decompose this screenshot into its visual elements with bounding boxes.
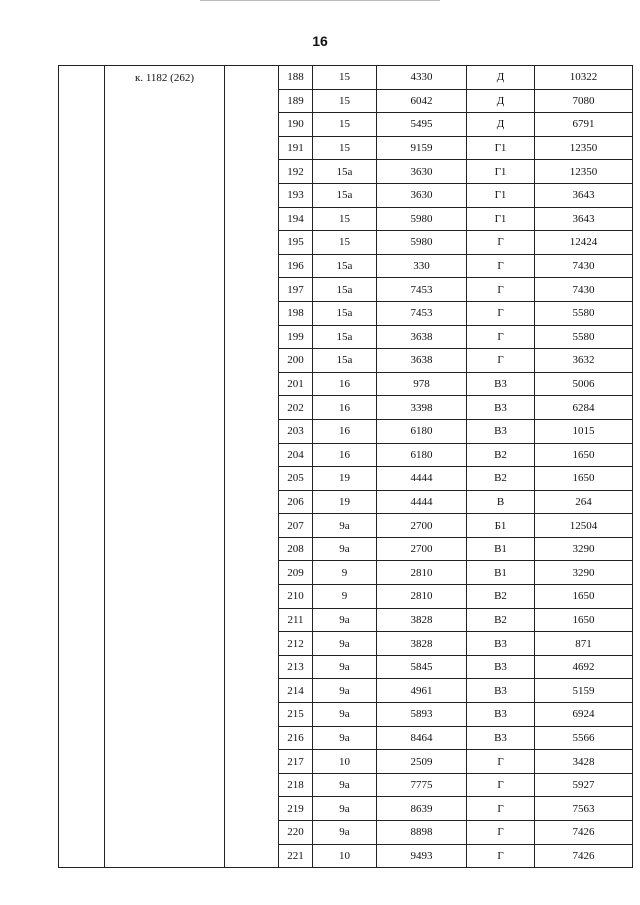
section-cell: 15а	[313, 325, 377, 349]
amount-cell: 12350	[535, 160, 633, 184]
amount-cell: 7430	[535, 254, 633, 278]
value-cell: 7775	[377, 773, 467, 797]
value-cell: 6042	[377, 89, 467, 113]
amount-cell: 7563	[535, 797, 633, 821]
row-number-cell: 200	[279, 349, 313, 373]
category-cell: В2	[467, 608, 535, 632]
amount-cell: 12504	[535, 514, 633, 538]
value-cell: 9159	[377, 136, 467, 160]
category-cell: Г	[467, 750, 535, 774]
amount-cell: 3428	[535, 750, 633, 774]
section-cell: 9а	[313, 797, 377, 821]
amount-cell: 7430	[535, 278, 633, 302]
value-cell: 8464	[377, 726, 467, 750]
top-rule	[200, 0, 440, 1]
section-cell: 9а	[313, 537, 377, 561]
category-cell: В1	[467, 561, 535, 585]
category-cell: В3	[467, 726, 535, 750]
row-number-cell: 213	[279, 655, 313, 679]
category-cell: Г	[467, 231, 535, 255]
category-cell: Г	[467, 301, 535, 325]
amount-cell: 6284	[535, 396, 633, 420]
page-number: 16	[312, 33, 328, 49]
category-cell: Г1	[467, 136, 535, 160]
value-cell: 8898	[377, 821, 467, 845]
row-number-cell: 201	[279, 372, 313, 396]
section-cell: 10	[313, 750, 377, 774]
amount-cell: 264	[535, 490, 633, 514]
row-number-cell: 194	[279, 207, 313, 231]
amount-cell: 5580	[535, 325, 633, 349]
value-cell: 7453	[377, 278, 467, 302]
section-cell: 16	[313, 396, 377, 420]
category-cell: В3	[467, 632, 535, 656]
empty-left-column	[59, 66, 105, 868]
row-number-cell: 189	[279, 89, 313, 113]
row-number-cell: 198	[279, 301, 313, 325]
value-cell: 3828	[377, 632, 467, 656]
row-number-cell: 188	[279, 66, 313, 90]
value-cell: 4330	[377, 66, 467, 90]
value-cell: 3638	[377, 349, 467, 373]
category-cell: В	[467, 490, 535, 514]
value-cell: 3630	[377, 160, 467, 184]
value-cell: 5845	[377, 655, 467, 679]
value-cell: 6180	[377, 443, 467, 467]
section-cell: 15	[313, 66, 377, 90]
row-number-cell: 217	[279, 750, 313, 774]
value-cell: 8639	[377, 797, 467, 821]
value-cell: 978	[377, 372, 467, 396]
amount-cell: 1650	[535, 443, 633, 467]
section-cell: 15	[313, 136, 377, 160]
section-cell: 9а	[313, 773, 377, 797]
amount-cell: 3643	[535, 183, 633, 207]
amount-cell: 5566	[535, 726, 633, 750]
value-cell: 4444	[377, 490, 467, 514]
value-cell: 2810	[377, 561, 467, 585]
data-table	[58, 65, 633, 868]
category-cell: Д	[467, 66, 535, 90]
value-cell: 3638	[377, 325, 467, 349]
value-cell: 3630	[377, 183, 467, 207]
amount-cell: 10322	[535, 66, 633, 90]
amount-cell: 1015	[535, 419, 633, 443]
section-cell: 15а	[313, 301, 377, 325]
value-cell: 5495	[377, 113, 467, 137]
section-cell: 16	[313, 419, 377, 443]
row-number-cell: 211	[279, 608, 313, 632]
row-number-cell: 191	[279, 136, 313, 160]
category-cell: В3	[467, 703, 535, 727]
category-cell: Г	[467, 325, 535, 349]
category-cell: Б1	[467, 514, 535, 538]
section-cell: 9а	[313, 608, 377, 632]
category-cell: Г	[467, 349, 535, 373]
value-cell: 3828	[377, 608, 467, 632]
amount-cell: 12350	[535, 136, 633, 160]
value-cell: 5893	[377, 703, 467, 727]
section-cell: 9а	[313, 726, 377, 750]
section-cell: 15	[313, 231, 377, 255]
section-cell: 16	[313, 372, 377, 396]
section-cell: 16	[313, 443, 377, 467]
row-number-cell: 209	[279, 561, 313, 585]
value-cell: 5980	[377, 231, 467, 255]
category-cell: Г1	[467, 160, 535, 184]
amount-cell: 5159	[535, 679, 633, 703]
section-cell: 15а	[313, 254, 377, 278]
amount-cell: 1650	[535, 467, 633, 491]
row-number-cell: 210	[279, 585, 313, 609]
category-cell: Г	[467, 844, 535, 868]
amount-cell: 7080	[535, 89, 633, 113]
category-cell: Д	[467, 89, 535, 113]
category-cell: В3	[467, 655, 535, 679]
row-number-cell: 208	[279, 537, 313, 561]
row-number-cell: 202	[279, 396, 313, 420]
row-number-cell: 214	[279, 679, 313, 703]
value-cell: 5980	[377, 207, 467, 231]
row-number-cell: 192	[279, 160, 313, 184]
category-cell: Г	[467, 254, 535, 278]
section-cell: 9а	[313, 514, 377, 538]
reference-cell: к. 1182 (262)	[105, 66, 225, 868]
category-cell: Г	[467, 797, 535, 821]
value-cell: 6180	[377, 419, 467, 443]
value-cell: 3398	[377, 396, 467, 420]
category-cell: В3	[467, 372, 535, 396]
amount-cell: 4692	[535, 655, 633, 679]
amount-cell: 6791	[535, 113, 633, 137]
table-body	[59, 66, 633, 868]
category-cell: В3	[467, 419, 535, 443]
section-cell: 15а	[313, 183, 377, 207]
section-cell: 9а	[313, 655, 377, 679]
category-cell: Д	[467, 113, 535, 137]
section-cell: 19	[313, 490, 377, 514]
row-number-cell: 212	[279, 632, 313, 656]
section-cell: 15а	[313, 349, 377, 373]
value-cell: 330	[377, 254, 467, 278]
category-cell: Г	[467, 821, 535, 845]
value-cell: 2509	[377, 750, 467, 774]
section-cell: 15	[313, 89, 377, 113]
category-cell: В2	[467, 585, 535, 609]
row-number-cell: 220	[279, 821, 313, 845]
amount-cell: 3290	[535, 537, 633, 561]
row-number-cell: 221	[279, 844, 313, 868]
category-cell: Г	[467, 773, 535, 797]
amount-cell: 12424	[535, 231, 633, 255]
section-cell: 10	[313, 844, 377, 868]
amount-cell: 3632	[535, 349, 633, 373]
amount-cell: 3290	[535, 561, 633, 585]
row-number-cell: 207	[279, 514, 313, 538]
amount-cell: 7426	[535, 844, 633, 868]
amount-cell: 7426	[535, 821, 633, 845]
amount-cell: 5006	[535, 372, 633, 396]
row-number-cell: 203	[279, 419, 313, 443]
category-cell: В3	[467, 679, 535, 703]
value-cell: 4961	[377, 679, 467, 703]
section-cell: 15	[313, 207, 377, 231]
row-number-cell: 215	[279, 703, 313, 727]
row-number-cell: 205	[279, 467, 313, 491]
row-number-cell: 197	[279, 278, 313, 302]
section-cell: 19	[313, 467, 377, 491]
row-number-cell: 196	[279, 254, 313, 278]
amount-cell: 3643	[535, 207, 633, 231]
category-cell: В2	[467, 443, 535, 467]
section-cell: 9а	[313, 821, 377, 845]
value-cell: 2810	[377, 585, 467, 609]
row-number-cell: 199	[279, 325, 313, 349]
value-cell: 7453	[377, 301, 467, 325]
category-cell: В2	[467, 467, 535, 491]
row-number-cell: 190	[279, 113, 313, 137]
row-number-cell: 219	[279, 797, 313, 821]
row-number-cell: 216	[279, 726, 313, 750]
category-cell: Г1	[467, 183, 535, 207]
amount-cell: 871	[535, 632, 633, 656]
value-cell: 9493	[377, 844, 467, 868]
empty-middle-column	[225, 66, 279, 868]
amount-cell: 5927	[535, 773, 633, 797]
amount-cell: 5580	[535, 301, 633, 325]
category-cell: В1	[467, 537, 535, 561]
section-cell: 9а	[313, 679, 377, 703]
value-cell: 2700	[377, 537, 467, 561]
category-cell: Г	[467, 278, 535, 302]
value-cell: 4444	[377, 467, 467, 491]
section-cell: 9а	[313, 703, 377, 727]
section-cell: 15	[313, 113, 377, 137]
row-number-cell: 206	[279, 490, 313, 514]
amount-cell: 6924	[535, 703, 633, 727]
amount-cell: 1650	[535, 585, 633, 609]
category-cell: В3	[467, 396, 535, 420]
section-cell: 15а	[313, 160, 377, 184]
section-cell: 15а	[313, 278, 377, 302]
row-number-cell: 195	[279, 231, 313, 255]
category-cell: Г1	[467, 207, 535, 231]
amount-cell: 1650	[535, 608, 633, 632]
row-number-cell: 193	[279, 183, 313, 207]
table-row	[59, 66, 633, 90]
section-cell: 9а	[313, 632, 377, 656]
section-cell: 9	[313, 561, 377, 585]
value-cell: 2700	[377, 514, 467, 538]
section-cell: 9	[313, 585, 377, 609]
row-number-cell: 204	[279, 443, 313, 467]
row-number-cell: 218	[279, 773, 313, 797]
